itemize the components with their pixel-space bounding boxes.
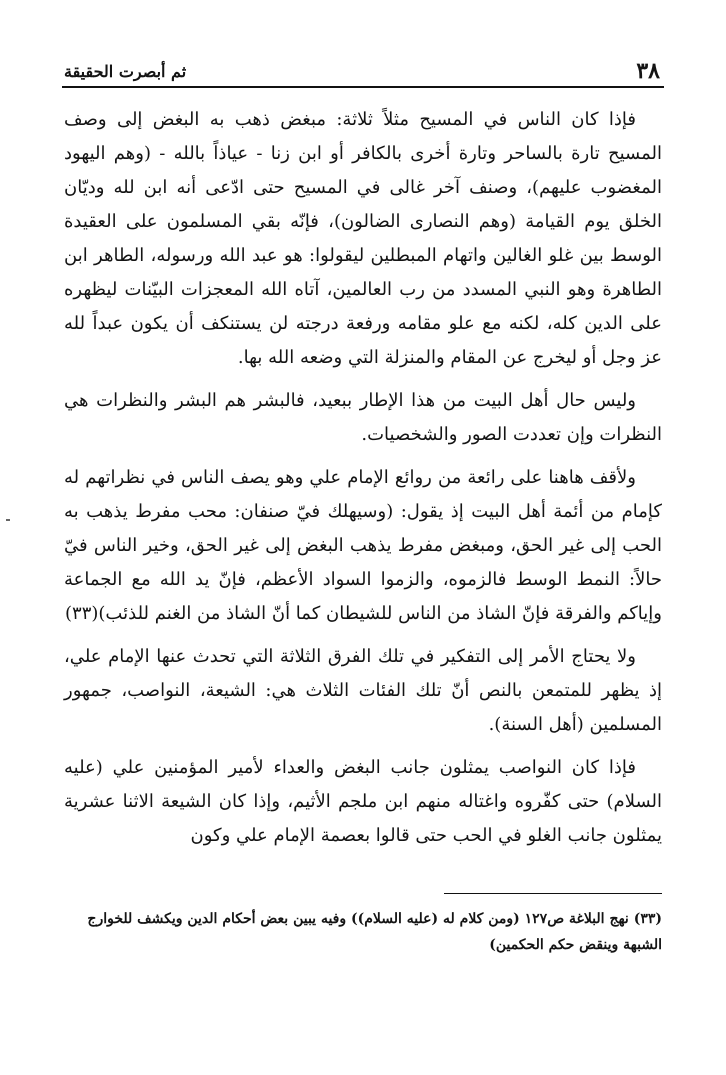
- scan-speck: [6, 519, 10, 521]
- page-number: ٣٨: [636, 58, 660, 84]
- footnote: [64, 906, 662, 958]
- footnote-text: (٣٣) نهج البلاغة ص١٢٧ (ومن كلام له (عليه السلام)) وفيه يبين بعض أحكام الدين ويكشف للخوارج الشبهة وينقض حكم الحكمين): [87, 911, 662, 953]
- paragraph-1: فإذا كان الناس في المسيح مثلاً ثلاثة: مبغض ذهب به البغض إلى وصف المسيح تارة بالساحر وتارة أخرى بالكافر أو ابن زنا - عياذاً بالله - (وهم اليهود المغضوب عليهم)، وصنف آخر غالى في المسيح حتى ادّعى أنه ابن لله وديّان الخلق يوم القيامة (وهم النصارى الضالون)، فإنّه بقي المسلمون على العقيدة الوسط بين غلو الغالين واتهام المبطلين ليقولوا: هو عبد الله ورسوله، الطاهر ابن الطاهرة وهو النبي المسدد من رب العالمين، آتاه الله المعجزات البيّنات ليظهره على الدين كله، لكنه مع علو مقامه ورفعة درجته لن يستنكف أن يكون عبداً لله عز وجل أو ليخرج عن المقام والمنزلة التي وضعه الله بها.: [64, 109, 662, 368]
- running-title: ثم أبصرت الحقيقة: [64, 62, 187, 81]
- footnote-divider: [444, 893, 662, 894]
- paragraph-5: فإذا كان النواصب يمثلون جانب البغض والعداء لأمير المؤمنين علي (عليه السلام) حتى كفّروه واغتاله منهم ابن ملجم الأثيم، وإذا كان الشيعة الاثنا عشرية يمثلون جانب الغلو في الحب حتى قالوا بعصمة الإمام علي وكون: [64, 757, 662, 846]
- page-header: [62, 56, 664, 88]
- paragraph-4: ولا يحتاج الأمر إلى التفكير في تلك الفرق الثلاثة التي تحدث عنها الإمام علي، إذ يظهر للمتمعن بالنص أنّ تلك الفئات الثلاث هي: الشيعة، النواصب، جمهور المسلمين (أهل السنة).: [64, 646, 662, 735]
- paragraph-2: وليس حال أهل البيت من هذا الإطار ببعيد، فالبشر هم البشر والنظرات هي النظرات وإن تعددت الصور والشخصيات.: [64, 390, 662, 445]
- body-text: [64, 103, 662, 862]
- paragraph-3: ولأقف هاهنا على رائعة من روائع الإمام علي وهو يصف الناس في نظراتهم له كإمام من أئمة أهل البيت إذ يقول: (وسيهلك فيّ صنفان: محب مفرط يذهب به الحب إلى غير الحق، ومبغض مفرط يذهب البغض إلى غير الحق، وخير الناس فيّ حالاً: النمط الوسط فالزموه، والزموا السواد الأعظم، فإنّ يد الله مع الجماعة وإياكم والفرقة فإنّ الشاذ من الناس للشيطان كما أنّ الشاذ من الغنم للذئب)(٣٣): [64, 467, 662, 624]
